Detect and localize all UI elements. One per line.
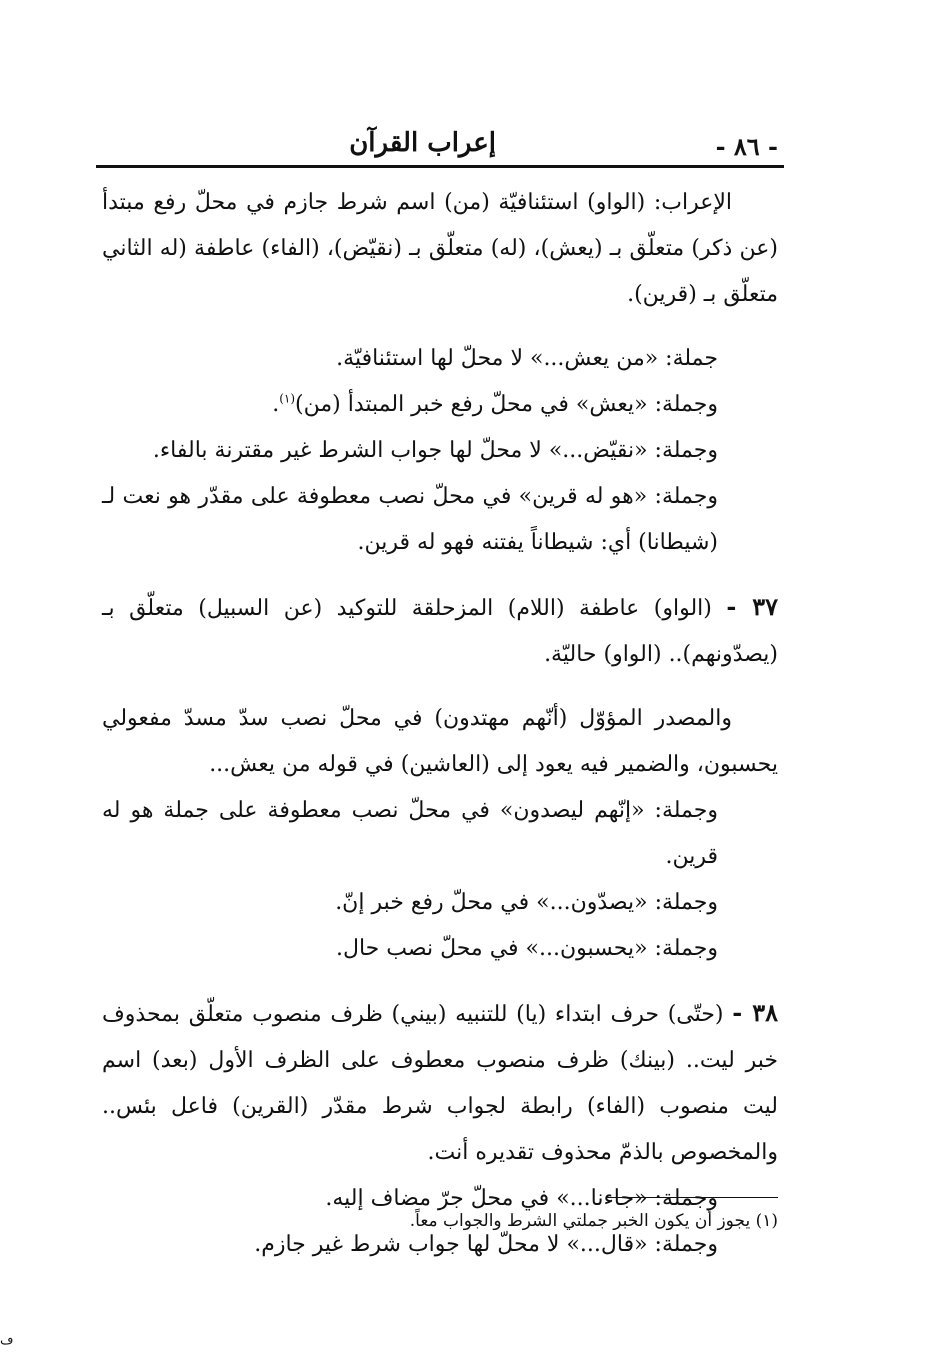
page-body [102,180,778,1268]
verse-number-38: ٣٨ - [732,998,778,1027]
corner-mark: ڡ [0,1333,14,1348]
footnote-ref[interactable]: (١) [279,391,296,406]
page-header [96,128,784,164]
footnote-rule [606,1197,778,1198]
spacer [102,318,778,336]
verse-37-paragraph [102,584,778,678]
verse-38-paragraph [102,990,778,1176]
sentence-1: جملة: «من يعش...» لا محلّ لها استئنافيّة. [336,346,718,371]
running-title: إعراب القرآن [349,128,496,158]
masdar-paragraph: والمصدر المؤوّل (أنّهم مهتدون) في محلّ نصب سدّ مسدّ مفعولي يحسبون، والضمير فيه يعود إلى (العاشين) في قوله من يعش... [102,706,778,777]
sentence-5: وجملة: «إنّهم ليصدون» في محلّ نصب معطوفة على جملة هو له قرين. [102,798,718,869]
spacer [102,566,778,584]
footnote: (١) يجوز أن يكون الخبر جملتي الشرط والجواب معاً. [409,1211,778,1231]
verse-38-text: (حتّى) حرف ابتداء (يا) للتنبيه (بيني) ظرف منصوب متعلّق بمحذوف خبر ليت.. (بينك) ظرف منصوب معطوف على الظرف الأول (بعد) اسم ليت منصوب (الفاء) رابطة لجواب شرط مقدّر (القرين) فاعل بئس.. والمخصوص بالذمّ محذوف تقديره أنت. [102,1002,778,1165]
sentence-8: وجملة: «جاءنا...» في محلّ جرّ مضاف إليه. [325,1186,718,1211]
sentence-2 [102,382,778,428]
sentence-2-end: . [272,392,280,417]
irab-paragraph: الإعراب: (الواو) استئنافيّة (من) اسم شرط جازم في محلّ رفع مبتدأ (عن ذكر) متعلّق بـ (يعش)، (له) متعلّق بـ (نقيّض)، (الفاء) عاطفة (له الثاني متعلّق بـ (قرين). [102,190,778,307]
spacer [102,678,778,696]
sentence-7: وجملة: «يحسبون...» في محلّ نصب حال. [336,936,718,961]
sentence-2-text: وجملة: «يعش» في محلّ رفع خبر المبتدأ (من) [295,392,718,417]
header-rule [96,165,784,168]
spacer [102,972,778,990]
sentence-3: وجملة: «نقيّض...» لا محلّ لها جواب الشرط غير مقترنة بالفاء. [152,438,718,463]
sentence-6: وجملة: «يصدّون...» في محلّ رفع خبر إنّ. [335,890,718,915]
sentence-4: وجملة: «هو له قرين» في محلّ نصب معطوفة على مقدّر هو نعت لـ (شيطانا) أي: شيطاناً يفتنه فهو له قرين. [102,484,718,555]
verse-37-text: (الواو) عاطفة (اللام) المزحلقة للتوكيد (عن السبيل) متعلّق بـ (يصدّونهم).. (الواو) حاليّة. [102,596,778,667]
sentence-9: وجملة: «قال...» لا محلّ لها جواب شرط غير جازم. [254,1232,718,1257]
page-number: - ٨٦ - [715,132,778,161]
verse-number-37: ٣٧ - [726,592,778,621]
